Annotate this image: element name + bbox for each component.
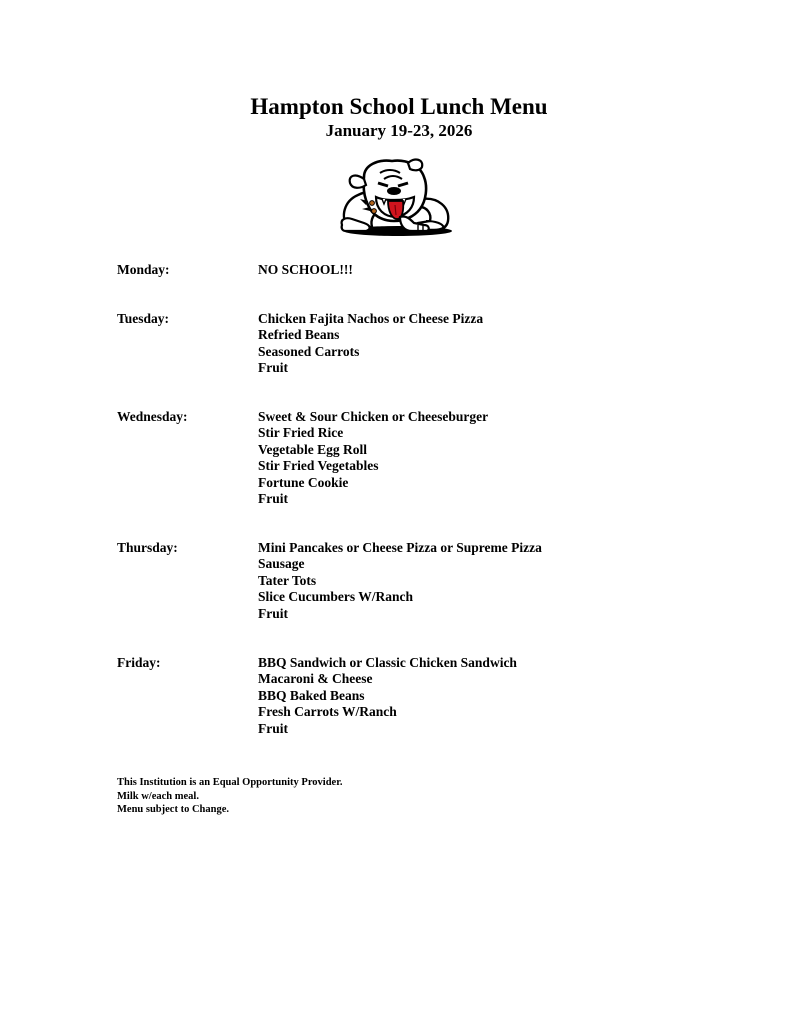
- menu-item: Stir Fried Rice: [258, 425, 344, 441]
- menu-item: Fortune Cookie: [258, 474, 349, 490]
- day-label-thursday: Thursday:: [117, 540, 178, 555]
- menu-items-monday: [258, 262, 353, 278]
- menu-item: Fresh Carrots W/Ranch: [258, 704, 397, 720]
- menu-item: Sweet & Sour Chicken or Cheeseburger: [258, 409, 489, 424]
- menu-item: NO SCHOOL!!!: [258, 262, 353, 277]
- menu-item: Mini Pancakes or Cheese Pizza or Supreme Pizza: [258, 540, 542, 555]
- menu-items-wednesday: [258, 409, 488, 507]
- menu-item: BBQ Sandwich or Classic Chicken Sandwich: [258, 655, 517, 670]
- menu-items-tuesday: [258, 311, 483, 377]
- day-label-tuesday: Tuesday:: [117, 311, 170, 326]
- footer-line: Milk w/each meal.: [117, 790, 199, 802]
- date-range: January 19-23, 2026: [325, 121, 473, 140]
- day-label-monday: Monday:: [117, 262, 170, 277]
- menu-item: Chicken Fajita Nachos or Cheese Pizza: [258, 311, 484, 326]
- bulldog-mascot-icon: [334, 155, 458, 237]
- page-title: Hampton School Lunch Menu: [250, 94, 548, 119]
- footer-notes: [117, 776, 343, 817]
- day-label-wednesday: Wednesday:: [117, 409, 188, 424]
- menu-item: Sausage: [258, 556, 305, 572]
- day-label-friday: Friday:: [117, 655, 161, 670]
- menu-item: Slice Cucumbers W/Ranch: [258, 589, 414, 605]
- menu-item: Fruit: [258, 720, 288, 736]
- menu-item: Seasoned Carrots: [258, 343, 360, 359]
- menu-item: BBQ Baked Beans: [258, 687, 365, 703]
- menu-items-friday: [258, 655, 517, 737]
- menu-item: Fruit: [258, 491, 288, 507]
- menu-item: Refried Beans: [258, 327, 340, 343]
- menu-item: Vegetable Egg Roll: [258, 441, 367, 457]
- footer-line: Menu subject to Change.: [117, 804, 229, 815]
- footer-line: This Institution is an Equal Opportunity Provider.: [117, 777, 343, 788]
- menu-item: Macaroni & Cheese: [258, 671, 373, 687]
- menu-item: Fruit: [258, 605, 288, 621]
- menu-item: Stir Fried Vegetables: [258, 458, 379, 474]
- menu-items-thursday: [258, 540, 542, 622]
- menu-item: Fruit: [258, 360, 288, 376]
- menu-item: Tater Tots: [258, 572, 317, 588]
